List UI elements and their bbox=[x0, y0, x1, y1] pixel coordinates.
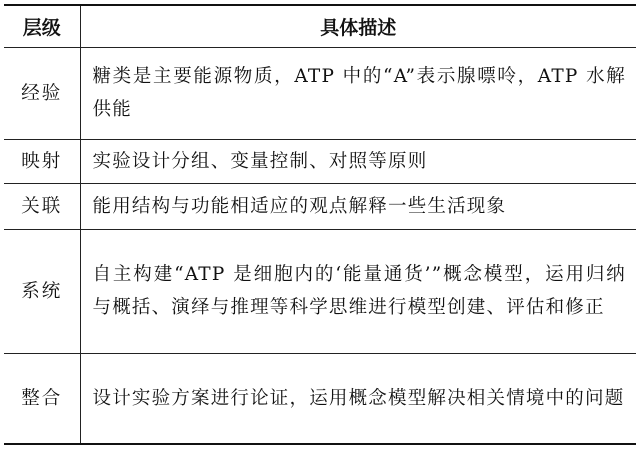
row-description-cell: 糖类是主要能源物质，ATP 中的“A”表示腺嘌呤，ATP 水解供能 bbox=[92, 66, 626, 120]
row-level-cell: 系统 bbox=[4, 229, 80, 353]
levels-table bbox=[4, 4, 636, 445]
row-description-cell: 设计实验方案进行论证，运用概念模型解决相关情境中的问题 bbox=[92, 387, 625, 409]
table-row bbox=[4, 183, 636, 229]
header-row bbox=[4, 5, 636, 47]
row-level-cell: 经验 bbox=[4, 47, 80, 139]
row-description-cell: 能用结构与功能相适应的观点解释一些生活现象 bbox=[92, 195, 507, 217]
row-level-cell: 映射 bbox=[4, 139, 80, 183]
header-level: 层级 bbox=[4, 5, 80, 47]
header-description: 具体描述 bbox=[80, 5, 636, 47]
table-body bbox=[4, 47, 636, 444]
table-row bbox=[4, 229, 636, 353]
table-row bbox=[4, 353, 636, 444]
row-level-cell: 关联 bbox=[4, 183, 80, 229]
row-description-cell: 实验设计分组、变量控制、对照等原则 bbox=[92, 150, 428, 172]
levels-table-container bbox=[4, 4, 636, 445]
row-level-cell: 整合 bbox=[4, 353, 80, 444]
table-row bbox=[4, 139, 636, 183]
row-description-cell: 自主构建“ATP 是细胞内的‘能量通货’”概念模型，运用归纳与概括、演绎与推理等科学思维进行模型创建、评估和修正 bbox=[92, 264, 626, 318]
table-row bbox=[4, 47, 636, 139]
table-header bbox=[4, 5, 636, 47]
